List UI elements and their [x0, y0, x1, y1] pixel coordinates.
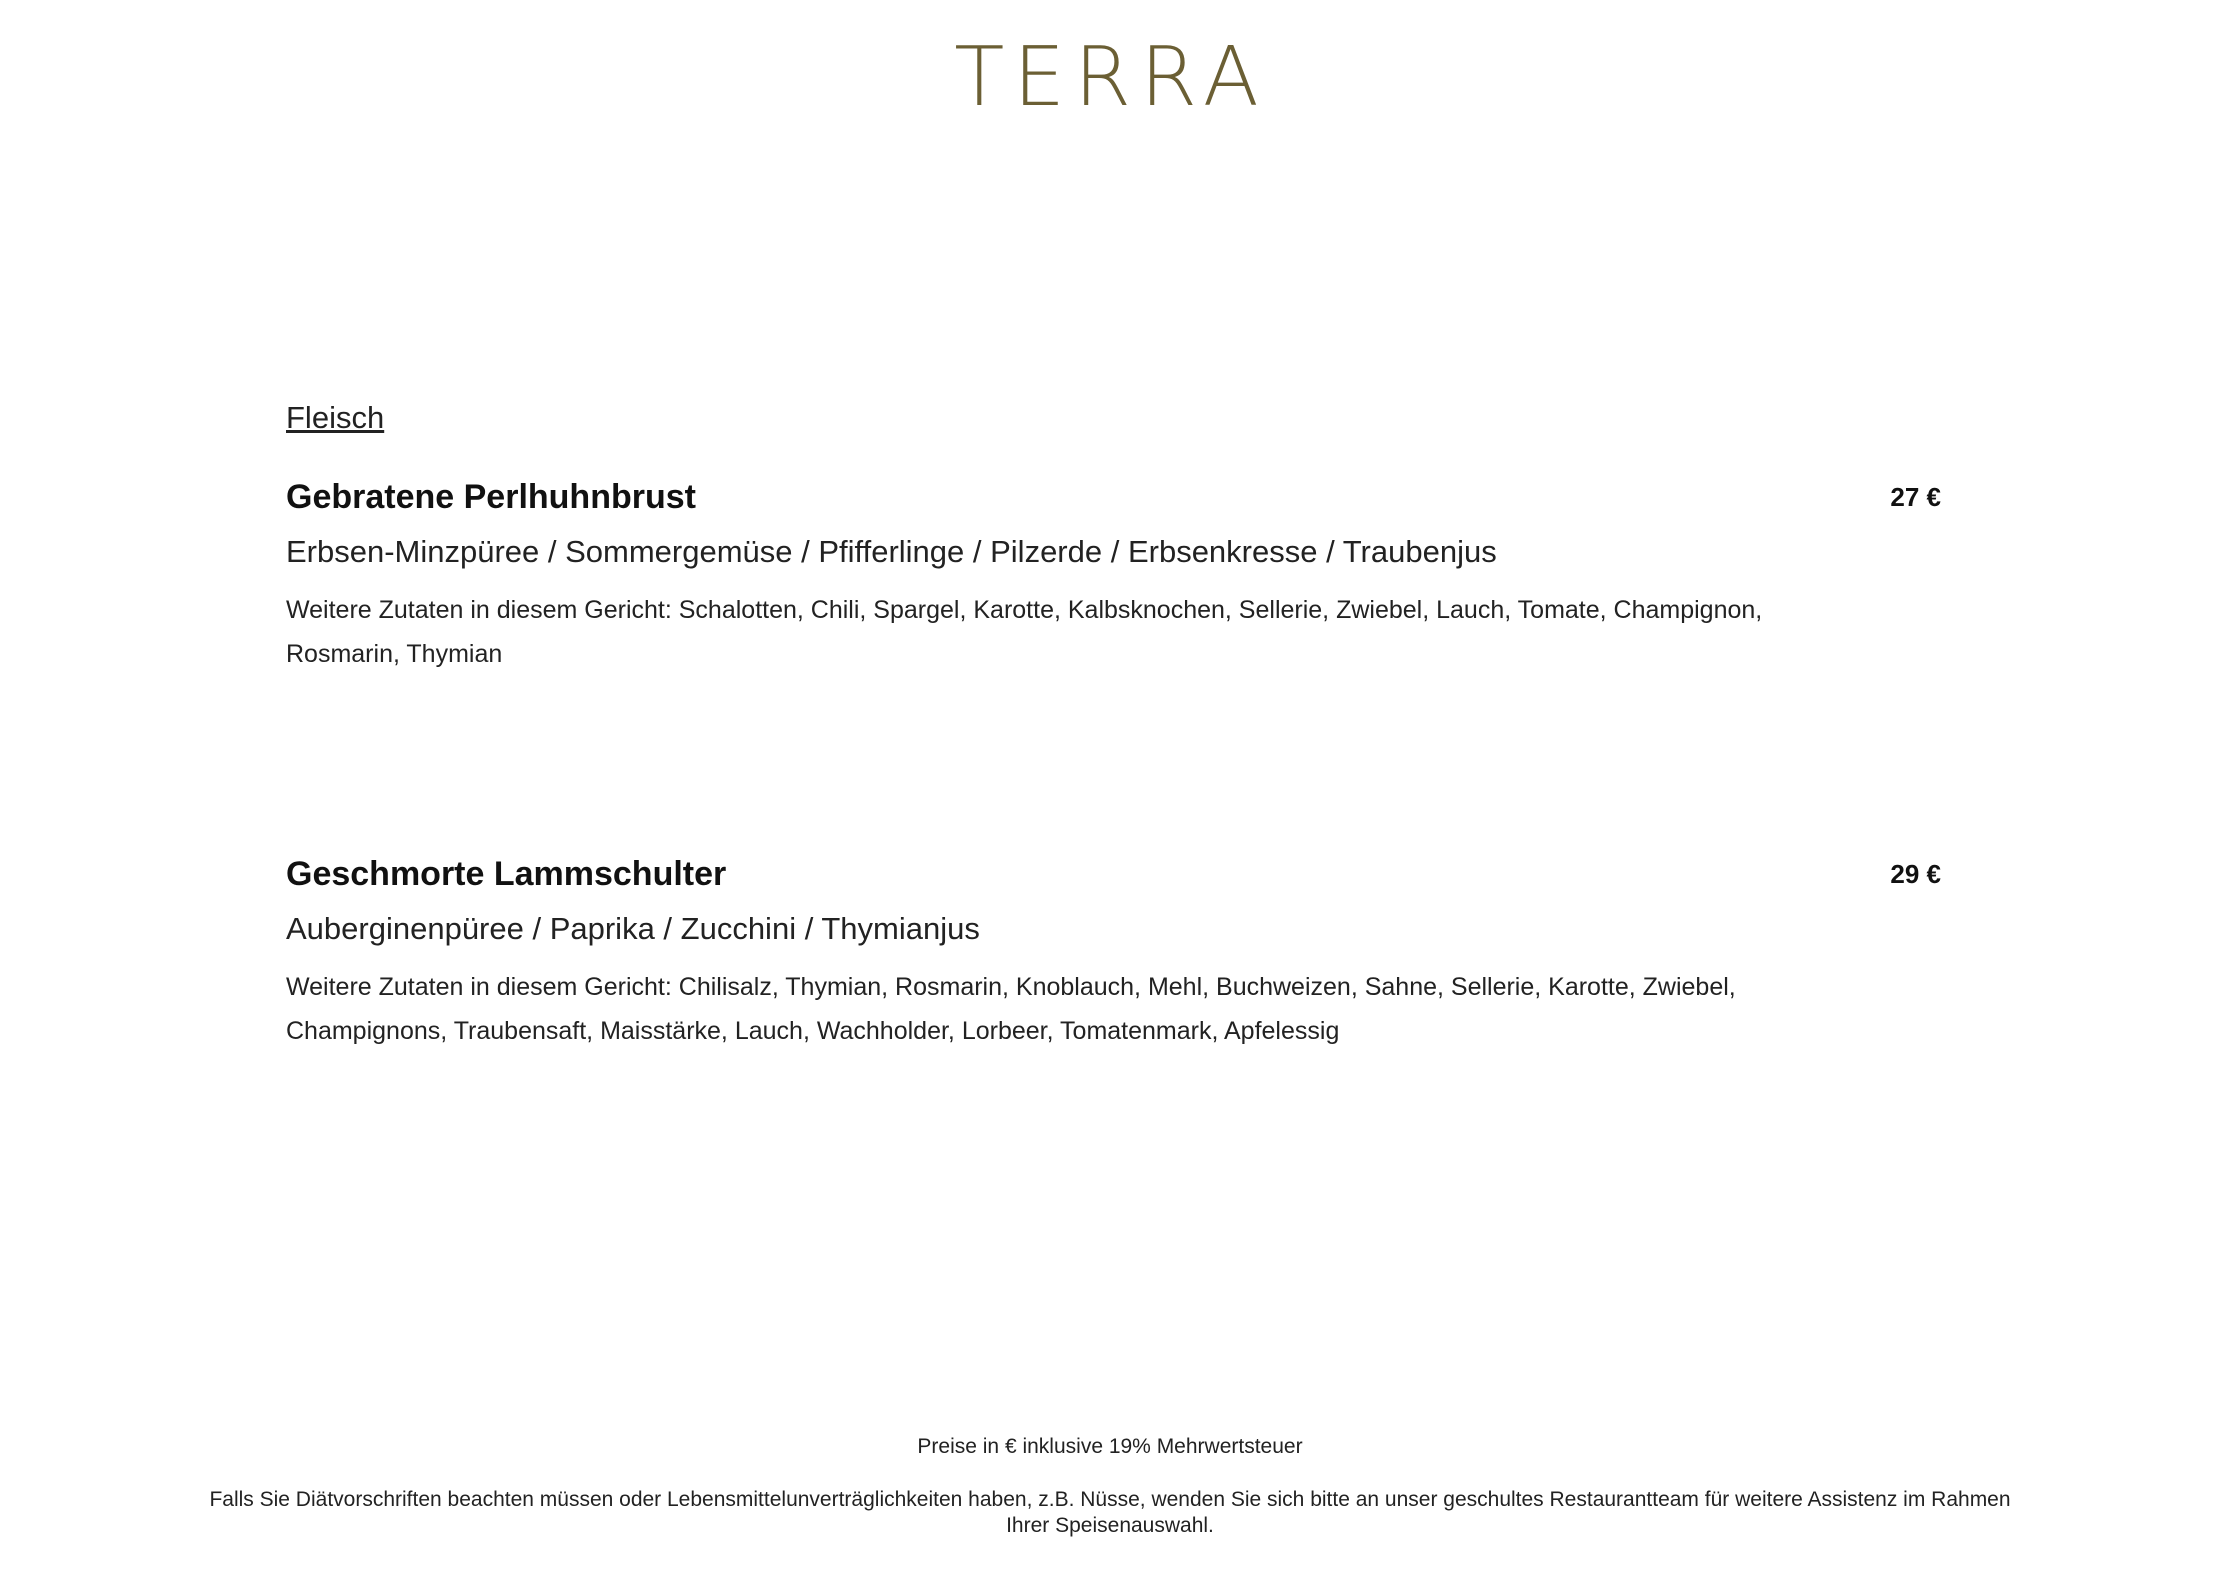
section-title-fleisch: Fleisch	[286, 400, 385, 435]
dish-price: 27 €	[1890, 482, 1941, 512]
dish-description: Erbsen-Minzpüree / Sommergemüse / Pfifferlinge / Pilzerde / Erbsenkresse / Traubenjus	[286, 534, 1497, 569]
dish-description: Auberginenpüree / Paprika / Zucchini / Thymianjus	[286, 911, 980, 946]
dish-ingredients: Weitere Zutaten in diesem Gericht: Chilisalz, Thymian, Rosmarin, Knoblauch, Mehl, Buchweizen, Sahne, Sellerie, Karotte, Zwiebel, Champignons, Traubensaft, Maisstärke, Lauch, Wachholder, Lorbeer, Tomatenmark, Apfelessig	[286, 973, 1736, 1045]
dish-name: Gebratene Perlhuhnbrust	[286, 478, 696, 516]
price-note: Preise in € inklusive 19% Mehrwertsteuer	[917, 1435, 1303, 1458]
dish-price: 29 €	[1890, 859, 1941, 889]
dish-name: Geschmorte Lammschulter	[286, 855, 727, 893]
dish-ingredients: Weitere Zutaten in diesem Gericht: Schalotten, Chili, Spargel, Karotte, Kalbsknochen, Sellerie, Zwiebel, Lauch, Tomate, Champignon, Rosmarin, Thymian	[286, 596, 1763, 668]
restaurant-logo: TERRA	[954, 30, 1268, 125]
diet-note: Falls Sie Diätvorschriften beachten müssen oder Lebensmittelunverträglichkeiten haben, z.B. Nüsse, wenden Sie sich bitte an unser geschultes Restaurantteam für weitere Assistenz im Rahmen Ihrer Speisenauswahl.	[209, 1488, 2011, 1537]
